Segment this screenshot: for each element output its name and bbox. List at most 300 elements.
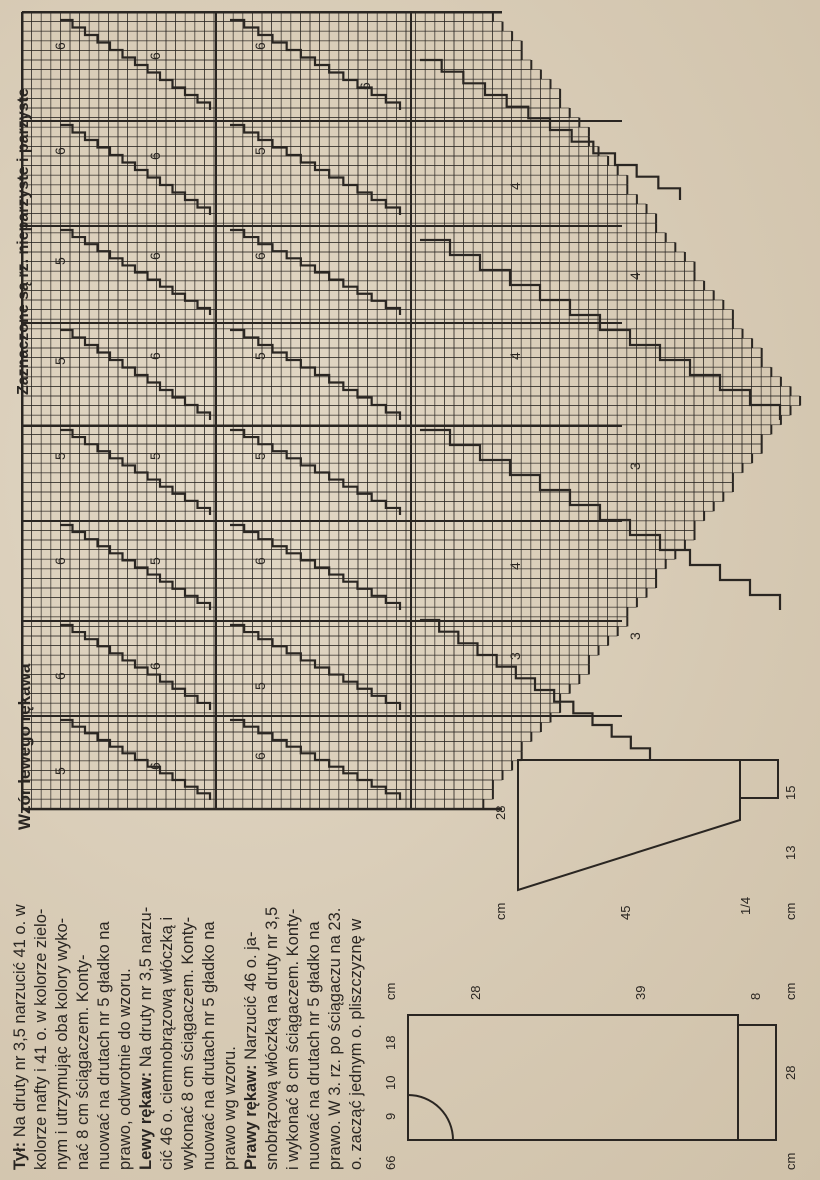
chart-cell (262, 79, 272, 89)
chart-cell (531, 98, 541, 108)
chart-cell (329, 204, 339, 214)
chart-cell (540, 377, 550, 387)
chart-cell (387, 127, 397, 137)
chart-cell (435, 156, 445, 166)
chart-edge (761, 348, 763, 358)
chart-cell (483, 406, 493, 416)
chart-cell (425, 377, 435, 387)
chart-cell (704, 492, 714, 502)
chart-cell (128, 22, 138, 32)
chart-cell (646, 578, 656, 588)
chart-cell (617, 175, 627, 185)
chart-cell (656, 300, 666, 310)
chart-edge (559, 89, 561, 99)
chart-cell (560, 559, 570, 569)
chart-cell (656, 521, 666, 531)
chart-cell (502, 338, 512, 348)
chart-cell (588, 223, 598, 233)
chart-cell (368, 204, 378, 214)
chart-cell (598, 396, 608, 406)
chart-cell (224, 60, 234, 70)
chart-cell (608, 578, 618, 588)
chart-cell (416, 415, 426, 425)
chart-cell (540, 684, 550, 694)
chart-cell (387, 703, 397, 713)
chart-cell (732, 444, 742, 454)
chart-cell (368, 646, 378, 656)
chart-cell (636, 214, 646, 224)
chart-cell (435, 185, 445, 195)
chart-cell (291, 252, 301, 262)
chart-cell (665, 463, 675, 473)
chart-cell (368, 310, 378, 320)
chart-cell (368, 223, 378, 233)
chart-cell (128, 98, 138, 108)
chart-cell (435, 607, 445, 617)
chart-cell (665, 406, 675, 416)
chart-cell (329, 214, 339, 224)
chart-cell (550, 578, 560, 588)
chart-cell (243, 175, 253, 185)
chart-cell (579, 559, 589, 569)
chart-cell (492, 454, 502, 464)
chart-cell (425, 684, 435, 694)
chart-cell (454, 146, 464, 156)
chart-cell (608, 377, 618, 387)
chart-cell (272, 185, 282, 195)
chart-edge (694, 271, 696, 281)
chart-cell (665, 415, 675, 425)
chart-cell (348, 348, 358, 358)
chart-cell (617, 396, 627, 406)
chart-edge (655, 569, 657, 579)
chart-cell (444, 281, 454, 291)
chart-cell (656, 377, 666, 387)
chart-cell (473, 214, 483, 224)
chart-edge (540, 70, 542, 80)
chart-cell (425, 463, 435, 473)
chart-cell (598, 540, 608, 550)
chart-cell (560, 156, 570, 166)
chart-cell (156, 60, 166, 70)
chart-cell (464, 569, 474, 579)
chart-cell (377, 127, 387, 137)
chart-cell (300, 127, 310, 137)
chart-cell (560, 578, 570, 588)
chart-cell (636, 252, 646, 262)
chart-cell (627, 348, 637, 358)
chart-cell (416, 502, 426, 512)
chart-cell (416, 156, 426, 166)
chart-cell (588, 492, 598, 502)
chart-cell (262, 89, 272, 99)
chart-cell (358, 31, 368, 41)
chart-cell (416, 492, 426, 502)
chart-cell (377, 329, 387, 339)
chart-cell (531, 406, 541, 416)
chart-cell (444, 166, 454, 176)
chart-cell (387, 338, 397, 348)
chart-edge (646, 588, 648, 598)
chart-cell (51, 271, 61, 281)
chart-cell (416, 271, 426, 281)
chart-cell (521, 626, 531, 636)
chart-cell (684, 530, 694, 540)
chart-cell (732, 386, 742, 396)
chart-cell (483, 578, 493, 588)
chart-cell (627, 406, 637, 416)
chart-cell (550, 502, 560, 512)
chart-cell (512, 137, 522, 147)
chart-cell (137, 329, 147, 339)
chart-edge (694, 521, 696, 531)
chart-cell (368, 41, 378, 51)
chart-cell (416, 588, 426, 598)
chart-cell (704, 434, 714, 444)
chart-cell (665, 511, 675, 521)
chart-cell (425, 214, 435, 224)
chart-cell (281, 281, 291, 291)
chart-cell (60, 271, 70, 281)
chart-cell (387, 310, 397, 320)
chart-cell (636, 358, 646, 368)
chart-cell (108, 22, 118, 32)
chart-cell (492, 396, 502, 406)
chart-cell (531, 492, 541, 502)
chart-cell (464, 655, 474, 665)
chart-cell (224, 300, 234, 310)
chart-cell (540, 578, 550, 588)
chart-cell (70, 204, 80, 214)
chart-cell (540, 79, 550, 89)
chart-cell (166, 194, 176, 204)
chart-cell (224, 281, 234, 291)
chart-cell (396, 569, 406, 579)
chart-cell (147, 338, 157, 348)
chart-cell (617, 463, 627, 473)
chart-cell (108, 204, 118, 214)
chart-cell (185, 223, 195, 233)
chart-cell (396, 137, 406, 147)
chart-cell (454, 674, 464, 684)
chart-cell (416, 358, 426, 368)
chart-cell (233, 281, 243, 291)
chart-cell (473, 338, 483, 348)
chart-cell (272, 329, 282, 339)
chart-cell (387, 252, 397, 262)
chart-cell (617, 290, 627, 300)
chart-cell (339, 127, 349, 137)
chart-cell (387, 492, 397, 502)
chart-cell (396, 367, 406, 377)
chart-cell (617, 233, 627, 243)
chart-cell (540, 310, 550, 320)
chart-cell (89, 329, 99, 339)
chart-cell (252, 204, 262, 214)
chart-cell (464, 434, 474, 444)
chart-cell (444, 530, 454, 540)
chart-cell (627, 444, 637, 454)
chart-cell (262, 194, 272, 204)
chart-cell (665, 473, 675, 483)
chart-cell (156, 223, 166, 233)
chart-cell (118, 79, 128, 89)
chart-cell (579, 415, 589, 425)
chart-cell (454, 41, 464, 51)
chart-cell (464, 166, 474, 176)
chart-cell (704, 454, 714, 464)
chart-cell (368, 703, 378, 713)
chart-cell (531, 598, 541, 608)
chart-cell (32, 31, 42, 41)
chart-cell (320, 214, 330, 224)
chart-cell (531, 588, 541, 598)
chart-cell (416, 463, 426, 473)
chart-cell (464, 89, 474, 99)
chart-cell (195, 89, 205, 99)
chart-cell (569, 665, 579, 675)
chart-cell (425, 598, 435, 608)
chart-cell (233, 310, 243, 320)
chart-cell (108, 175, 118, 185)
chart-cell (444, 588, 454, 598)
chart-cell (416, 674, 426, 684)
chart-cell (425, 636, 435, 646)
chart-cell (166, 348, 176, 358)
chart-cell (550, 607, 560, 617)
chart-cell (224, 290, 234, 300)
chart-cell (387, 684, 397, 694)
chart-cell (713, 310, 723, 320)
chart-cell (560, 358, 570, 368)
chart-cell (51, 127, 61, 137)
chart-cell (224, 22, 234, 32)
chart-cell (425, 646, 435, 656)
chart-edge (626, 185, 628, 195)
chart-cell (521, 521, 531, 531)
chart-cell (473, 492, 483, 502)
chart-cell (252, 271, 262, 281)
chart-cell (512, 300, 522, 310)
chart-cell (89, 185, 99, 195)
chart-cell (560, 444, 570, 454)
chart-cell (598, 242, 608, 252)
chart-cell (636, 348, 646, 358)
chart-cell (118, 300, 128, 310)
chart-cell (598, 338, 608, 348)
chart-cell (492, 329, 502, 339)
chart-cell (416, 290, 426, 300)
chart-cell (454, 262, 464, 272)
chart-cell (339, 118, 349, 128)
chart-cell (224, 79, 234, 89)
chart-edge (694, 262, 696, 272)
chart-cell (425, 338, 435, 348)
chart-cell (656, 252, 666, 262)
chart-cell (51, 118, 61, 128)
chart-cell (272, 50, 282, 60)
chart-cell (300, 185, 310, 195)
chart-cell (454, 482, 464, 492)
chart-cell (339, 262, 349, 272)
chart-cell (569, 521, 579, 531)
chart-cell (483, 646, 493, 656)
chart-cell (617, 502, 627, 512)
chart-cell (646, 281, 656, 291)
chart-cell (646, 550, 656, 560)
chart-cell (339, 137, 349, 147)
chart-cell (310, 310, 320, 320)
chart-cell (608, 367, 618, 377)
chart-cell (70, 290, 80, 300)
chart-cell (617, 204, 627, 214)
chart-cell (358, 233, 368, 243)
chart-cell (118, 223, 128, 233)
chart-cell (531, 166, 541, 176)
chart-cell (502, 310, 512, 320)
chart-cell (166, 70, 176, 80)
chart-cell (176, 262, 186, 272)
chart-cell (204, 348, 214, 358)
chart-cell (492, 89, 502, 99)
chart-cell (358, 41, 368, 51)
chart-cell (588, 367, 598, 377)
chart-cell (185, 41, 195, 51)
chart-cell (176, 118, 186, 128)
chart-cell (416, 511, 426, 521)
chart-cell (550, 262, 560, 272)
chart-cell (243, 194, 253, 204)
chart-cell (627, 434, 637, 444)
chart-cell (368, 463, 378, 473)
chart-cell (204, 175, 214, 185)
chart-cell (310, 89, 320, 99)
chart-cell (166, 329, 176, 339)
chart-cell (502, 434, 512, 444)
chart-cell (598, 415, 608, 425)
chart-cell (435, 569, 445, 579)
chart-cell (128, 223, 138, 233)
chart-cell (156, 194, 166, 204)
chart-cell (300, 281, 310, 291)
chart-cell (118, 214, 128, 224)
chart-cell (521, 463, 531, 473)
chart-cell (560, 204, 570, 214)
chart-cell (483, 598, 493, 608)
chart-cell (464, 271, 474, 281)
chart-cell (358, 204, 368, 214)
chart-cell (454, 492, 464, 502)
chart-cell (435, 636, 445, 646)
chart-cell (329, 60, 339, 70)
chart-cell (492, 646, 502, 656)
chart-cell (358, 156, 368, 166)
chart-cell (60, 175, 70, 185)
chart-cell (377, 271, 387, 281)
chart-cell (243, 50, 253, 60)
chart-cell (70, 175, 80, 185)
chart-cell (425, 31, 435, 41)
chart-edge (751, 454, 753, 464)
chart-cell (233, 108, 243, 118)
chart-cell (540, 166, 550, 176)
chart-cell (636, 569, 646, 579)
chart-cell (540, 89, 550, 99)
chart-cell (233, 290, 243, 300)
chart-cell (550, 463, 560, 473)
chart-cell (454, 242, 464, 252)
chart-cell (396, 358, 406, 368)
chart-cell (473, 521, 483, 531)
chart-cell (675, 338, 685, 348)
chart-cell (262, 98, 272, 108)
chart-cell (377, 655, 387, 665)
chart-cell (569, 578, 579, 588)
chart-cell (233, 137, 243, 147)
chart-cell (329, 79, 339, 89)
chart-cell (473, 396, 483, 406)
chart-cell (416, 377, 426, 387)
chart-cell (512, 406, 522, 416)
chart-cell (713, 444, 723, 454)
chart-edge (790, 406, 792, 416)
chart-edge (626, 175, 628, 185)
chart-cell (531, 521, 541, 531)
chart-cell (704, 396, 714, 406)
chart-cell (608, 271, 618, 281)
chart-cell (387, 281, 397, 291)
chart-cell (684, 502, 694, 512)
chart-cell (579, 473, 589, 483)
chart-cell (108, 300, 118, 310)
chart-cell (137, 185, 147, 195)
chart-cell (656, 310, 666, 320)
chart-cell (147, 281, 157, 291)
chart-cell (425, 415, 435, 425)
chart-cell (550, 521, 560, 531)
chart-cell (646, 502, 656, 512)
chart-cell (444, 569, 454, 579)
chart-cell (396, 223, 406, 233)
chart-cell (492, 367, 502, 377)
chart-cell (368, 214, 378, 224)
chart-cell (588, 338, 598, 348)
chart-cell (531, 329, 541, 339)
chart-cell (60, 348, 70, 358)
chart-cell (32, 204, 42, 214)
chart-cell (262, 233, 272, 243)
chart-cell (176, 50, 186, 60)
chart-cell (396, 444, 406, 454)
chart-cell (281, 262, 291, 272)
chart-cell (329, 300, 339, 310)
chart-cell (483, 233, 493, 243)
chart-cell (454, 118, 464, 128)
chart-cell (310, 242, 320, 252)
chart-cell (617, 578, 627, 588)
chart-cell (665, 540, 675, 550)
chart-cell (60, 300, 70, 310)
chart-cell (416, 607, 426, 617)
chart-cell (617, 377, 627, 387)
chart-cell (396, 530, 406, 540)
chart-cell (224, 338, 234, 348)
chart-cell (492, 444, 502, 454)
chart-cell (89, 204, 99, 214)
chart-cell (435, 454, 445, 464)
chart-cell (483, 108, 493, 118)
chart-cell (166, 290, 176, 300)
